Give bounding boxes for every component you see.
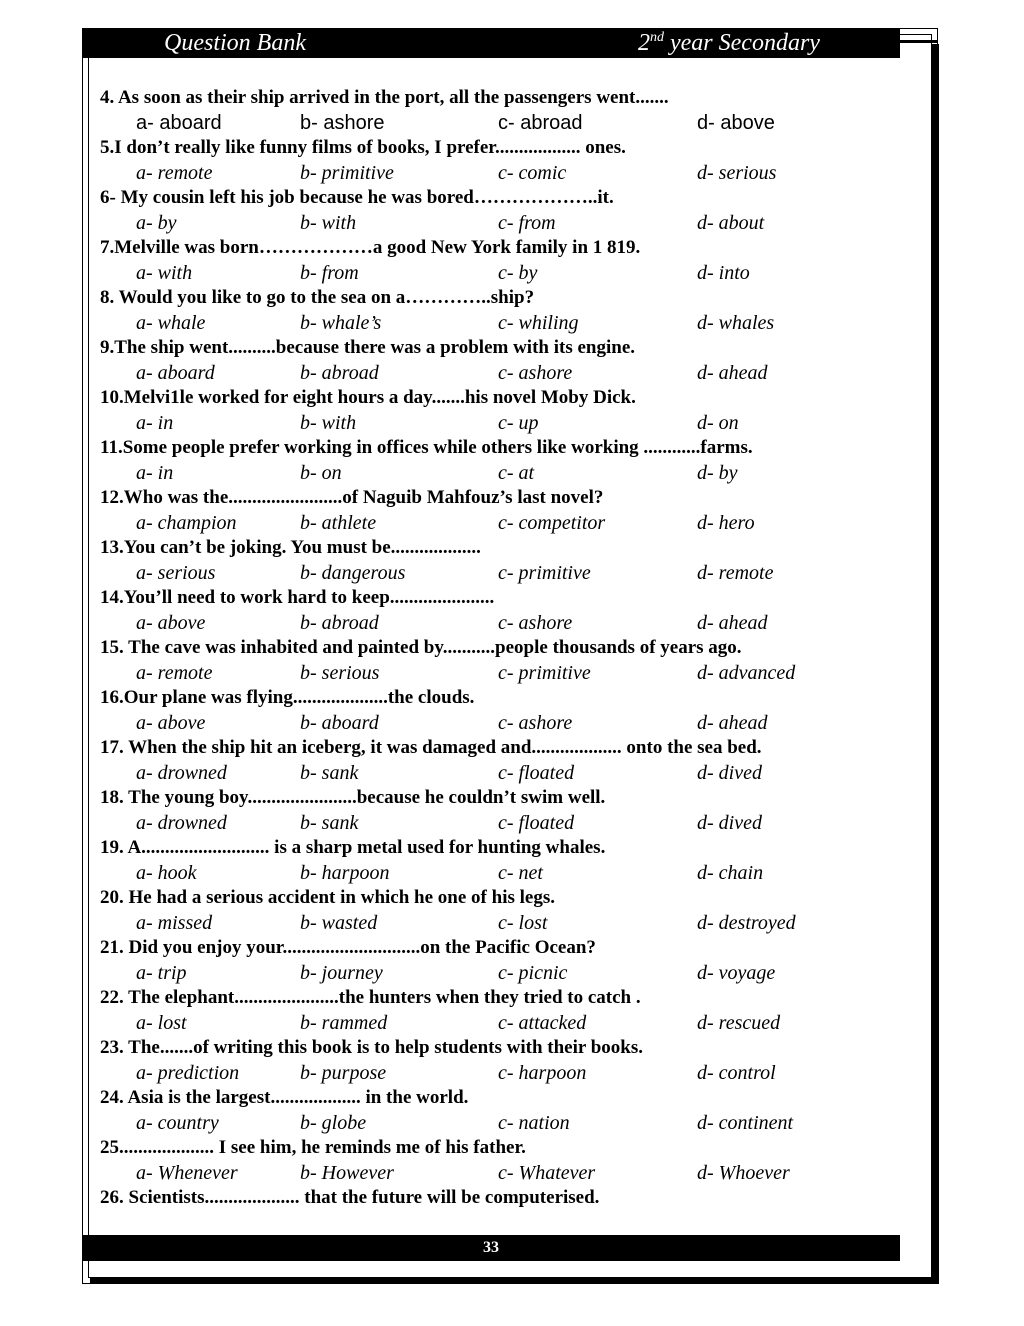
question-list (100, 86, 900, 1210)
option-b: b- globe (300, 1112, 367, 1134)
page-number: 33 (483, 1239, 499, 1256)
option-a: a- remote (136, 162, 213, 184)
option-a: a- above (136, 712, 206, 734)
option-b: b- primitive (300, 162, 394, 184)
question-text: 23. The.......of writing this book is to help students with their books. (100, 1037, 644, 1058)
option-d: d- ahead (697, 612, 768, 634)
option-d: d- ahead (697, 362, 768, 384)
question-text: 6- My cousin left his job because he was bored………………..it. (100, 187, 614, 208)
option-a: a- whale (136, 312, 206, 334)
options-row (100, 1160, 900, 1186)
option-a: a- prediction (136, 1062, 240, 1084)
question-text: 9.The ship went..........because there was a problem with its engine. (100, 337, 636, 358)
question-text: 17. When the ship hit an iceberg, it was damaged and................... onto the sea bed. (100, 737, 762, 758)
option-b: b- sank (300, 762, 359, 784)
options-row (100, 960, 900, 986)
question-text: 7.Melville was born………………a good New York family in 1 819. (100, 237, 641, 258)
option-b: b- wasted (300, 912, 378, 934)
footer-bar (82, 1235, 900, 1261)
option-c: c- primitive (498, 562, 591, 584)
options-row (100, 760, 900, 786)
question-text: 16.Our plane was flying....................the clouds. (100, 687, 475, 708)
question-text: 18. The young boy.......................because he couldn’t swim well. (100, 787, 606, 808)
option-a: a- in (136, 412, 174, 434)
question-text: 22. The elephant......................the hunters when they tried to catch . (100, 987, 641, 1008)
header-title: Question Bank (164, 30, 306, 56)
header-rule-extension (900, 40, 938, 43)
option-a: a- champion (136, 512, 237, 534)
option-b: b- harpoon (300, 862, 390, 884)
option-d: d- above (697, 112, 775, 134)
option-d: d- rescued (697, 1012, 781, 1034)
options-row (100, 710, 900, 736)
question-text: 10.Melvi1le worked for eight hours a day.......his novel Moby Dick. (100, 387, 636, 408)
option-c: c- abroad (498, 112, 583, 134)
options-row (100, 1060, 900, 1086)
option-c: c- Whatever (498, 1162, 596, 1184)
option-b: b- journey (300, 962, 383, 984)
options-row (100, 660, 900, 686)
option-a: a- aboard (136, 362, 215, 384)
option-b: b- sank (300, 812, 359, 834)
options-row (100, 310, 900, 336)
page-shadow-bottom (90, 1277, 939, 1284)
options-row (100, 1010, 900, 1036)
question-text: 14.You’ll need to work hard to keep...................... (100, 587, 495, 608)
option-c: c- floated (498, 762, 575, 784)
option-c: c- floated (498, 812, 575, 834)
option-b: b- on (300, 462, 342, 484)
options-row (100, 910, 900, 936)
question-text: 25.................... I see him, he reminds me of his father. (100, 1137, 526, 1158)
options-row (100, 610, 900, 636)
option-b: b- ashore (300, 112, 385, 134)
options-row (100, 510, 900, 536)
options-row (100, 260, 900, 286)
option-c: c- primitive (498, 662, 591, 684)
option-b: b- aboard (300, 712, 379, 734)
options-row (100, 860, 900, 886)
option-a: a- missed (136, 912, 213, 934)
option-c: c- ashore (498, 612, 573, 634)
option-b: b- with (300, 412, 357, 434)
header-level-number: 2 (638, 30, 650, 56)
option-a: a- Whenever (136, 1162, 238, 1184)
question-text: 20. He had a serious accident in which he one of his legs. (100, 887, 555, 908)
question-text: 24. Asia is the largest................... in the world. (100, 1087, 469, 1108)
option-a: a- country (136, 1112, 219, 1134)
option-a: a- remote (136, 662, 213, 684)
option-d: d- about (697, 212, 765, 234)
question-text: 13.You can’t be joking. You must be................... (100, 537, 481, 558)
header-bar (82, 28, 900, 58)
option-a: a- aboard (136, 112, 222, 134)
option-d: d- chain (697, 862, 764, 884)
question-text: 26. Scientists.................... that the future will be computerised. (100, 1187, 600, 1208)
option-d: d- dived (697, 762, 762, 784)
option-c: c- attacked (498, 1012, 587, 1034)
option-b: b- dangerous (300, 562, 406, 584)
option-c: c- competitor (498, 512, 606, 534)
option-c: c- comic (498, 162, 567, 184)
option-c: c- whiling (498, 312, 579, 334)
option-c: c- by (498, 262, 538, 284)
option-a: a- in (136, 462, 174, 484)
options-row (100, 810, 900, 836)
option-b: b- purpose (300, 1062, 387, 1084)
question-text: 19. A........................... is a sharp metal used for hunting whales. (100, 837, 606, 858)
option-d: d- hero (697, 512, 755, 534)
option-c: c- up (498, 412, 539, 434)
option-c: c- at (498, 462, 535, 484)
question-text: 15. The cave was inhabited and painted by...........people thousands of years ago. (100, 637, 742, 658)
option-c: c- lost (498, 912, 548, 934)
option-a: a- with (136, 262, 193, 284)
option-c: c- picnic (498, 962, 568, 984)
option-c: c- ashore (498, 362, 573, 384)
option-b: b- rammed (300, 1012, 388, 1034)
option-a: a- by (136, 212, 177, 234)
option-d: d- destroyed (697, 912, 796, 934)
question-text: 4. As soon as their ship arrived in the port, all the passengers went....... (100, 87, 669, 108)
option-d: d- Whoever (697, 1162, 790, 1184)
options-row (100, 1110, 900, 1136)
option-a: a- drowned (136, 812, 227, 834)
option-b: b- from (300, 262, 359, 284)
option-d: d- continent (697, 1112, 794, 1134)
option-d: d- voyage (697, 962, 776, 984)
options-row (100, 460, 900, 486)
option-a: a- drowned (136, 762, 227, 784)
option-d: d- remote (697, 562, 774, 584)
option-a: a- hook (136, 862, 197, 884)
question-text: 21. Did you enjoy your.............................on the Pacific Ocean? (100, 937, 596, 958)
option-d: d- on (697, 412, 739, 434)
option-a: a- trip (136, 962, 187, 984)
option-d: d- ahead (697, 712, 768, 734)
header-level (638, 30, 820, 56)
option-b: b- whale’s (300, 312, 382, 334)
option-d: d- control (697, 1062, 776, 1084)
option-a: a- above (136, 612, 206, 634)
option-d: d- whales (697, 312, 775, 334)
question-text: 12.Who was the........................of Naguib Mahfouz’s last novel? (100, 487, 604, 508)
option-d: d- dived (697, 812, 762, 834)
option-b: b- abroad (300, 612, 379, 634)
option-a: a- serious (136, 562, 216, 584)
option-c: c- from (498, 212, 556, 234)
header-level-text: year Secondary (664, 30, 820, 56)
options-row (100, 160, 900, 186)
option-a: a- lost (136, 1012, 187, 1034)
option-d: d- into (697, 262, 750, 284)
option-c: c- ashore (498, 712, 573, 734)
options-row (100, 410, 900, 436)
question-text: 11.Some people prefer working in offices while others like working ............farms. (100, 437, 753, 458)
option-b: b- athlete (300, 512, 377, 534)
options-row (100, 210, 900, 236)
option-d: d- serious (697, 162, 777, 184)
options-row (100, 560, 900, 586)
header-level-ordinal: nd (650, 30, 664, 45)
options-row (100, 360, 900, 386)
option-c: c- net (498, 862, 543, 884)
option-b: b- abroad (300, 362, 379, 384)
option-c: c- nation (498, 1112, 570, 1134)
option-d: d- by (697, 462, 738, 484)
option-b: b- However (300, 1162, 394, 1184)
option-d: d- advanced (697, 662, 796, 684)
option-c: c- harpoon (498, 1062, 587, 1084)
options-row (100, 110, 900, 136)
question-text: 5.I don’t really like funny films of books, I prefer.................. ones. (100, 137, 626, 158)
option-b: b- with (300, 212, 357, 234)
page-shadow-right (932, 44, 939, 1284)
question-text: 8. Would you like to go to the sea on a…………..ship? (100, 287, 535, 308)
option-b: b- serious (300, 662, 380, 684)
